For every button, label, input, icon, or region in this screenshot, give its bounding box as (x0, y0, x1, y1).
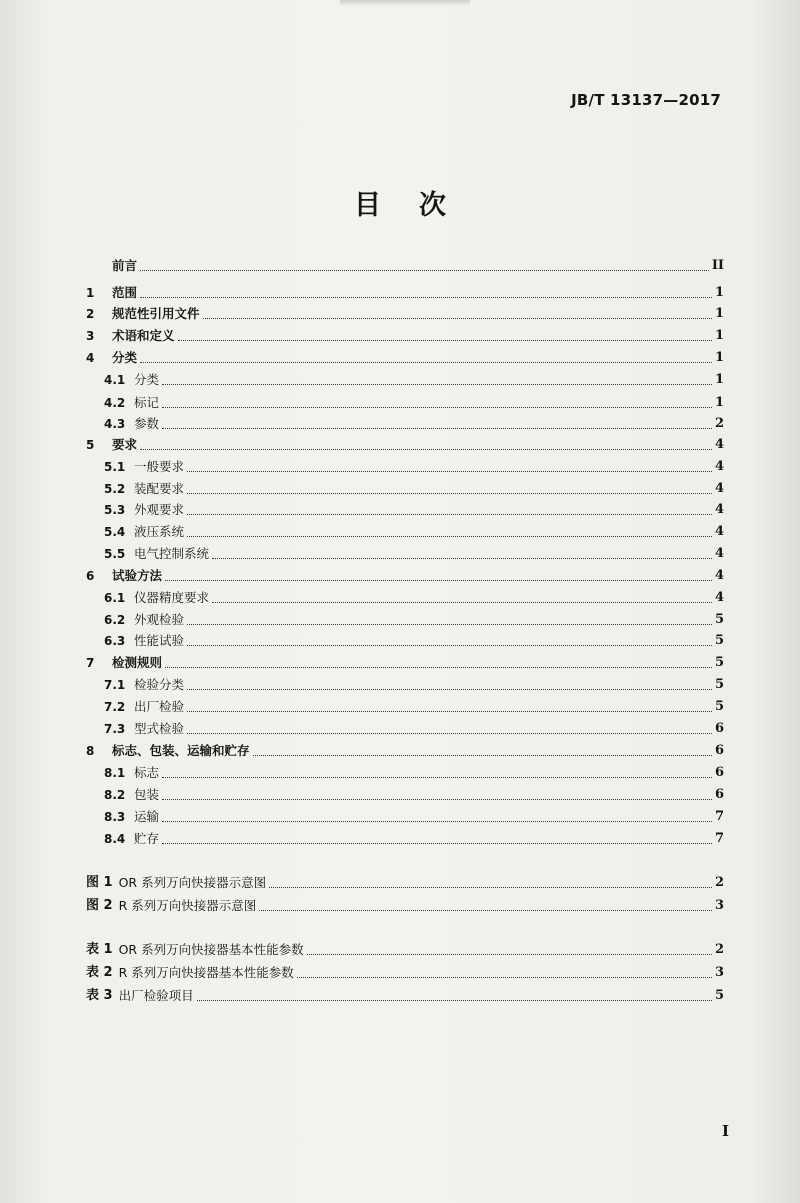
toc-entry[interactable] (86, 741, 724, 761)
entry-page-number: 5 (714, 633, 724, 648)
dot-leader (140, 448, 712, 450)
entry-title: 型式检验 (134, 721, 185, 736)
dot-leader (187, 710, 712, 712)
entry-number: 4.2 (104, 396, 126, 410)
entry-title: 运输 (134, 809, 160, 824)
list-entry[interactable] (86, 963, 724, 983)
entry-title: 性能试验 (134, 633, 185, 648)
entry-number: 7.2 (104, 700, 126, 714)
entry-page-number: 6 (714, 765, 724, 780)
toc-entry[interactable] (86, 304, 724, 324)
dot-leader (140, 269, 709, 271)
entry-number: 2 (86, 307, 95, 321)
dot-leader (162, 427, 712, 429)
dot-leader (187, 470, 712, 472)
entry-number: 6.1 (104, 591, 126, 605)
dot-leader (165, 579, 712, 581)
entry-number: 3 (86, 329, 95, 343)
entry-title: 出厂检验项目 (118, 988, 194, 1003)
dot-leader (162, 798, 712, 800)
document-code: JB/T 13137—2017 (571, 91, 721, 109)
list-entry[interactable] (86, 873, 724, 893)
toc-entry[interactable] (86, 566, 724, 586)
entry-page-number: 4 (714, 502, 724, 517)
entry-number: 8 (86, 744, 95, 758)
dot-leader (187, 688, 712, 690)
dot-leader (187, 623, 712, 625)
entry-page-number: 4 (714, 437, 724, 452)
entry-page-number: 2 (714, 942, 724, 957)
entry-number: 图 2 (86, 898, 113, 913)
entry-title: 标志、包装、运输和贮存 (112, 743, 250, 758)
toc-entry[interactable] (104, 719, 724, 739)
entry-number: 8.3 (104, 810, 126, 824)
dot-leader (212, 601, 712, 603)
entry-title: 参数 (134, 416, 160, 431)
toc-entry[interactable] (104, 631, 724, 651)
dot-leader (162, 842, 712, 844)
dot-leader (187, 513, 712, 515)
entry-number: 5.2 (104, 482, 126, 496)
entry-number: 1 (86, 286, 95, 300)
entry-title: 贮存 (134, 831, 160, 846)
entry-title: 液压系统 (134, 524, 185, 539)
entry-number: 7.1 (104, 678, 126, 692)
entry-title: OR 系列万向快接器示意图 (118, 875, 267, 890)
entry-page-number: 6 (714, 743, 724, 758)
entry-title: 分类 (112, 350, 138, 365)
dot-leader (162, 383, 712, 385)
toc-entry[interactable] (104, 393, 724, 413)
entry-title: 范围 (112, 285, 138, 300)
entry-page-number: 1 (714, 285, 724, 300)
toc-entry[interactable] (104, 675, 724, 695)
toc-entry[interactable] (104, 500, 724, 520)
entry-page-number: 2 (714, 875, 724, 890)
dot-leader (165, 666, 712, 668)
entry-number: 6.3 (104, 634, 126, 648)
entry-title: 术语和定义 (112, 328, 175, 343)
entry-number: 7 (86, 656, 95, 670)
entry-number: 图 1 (86, 875, 113, 890)
entry-page-number: 4 (714, 459, 724, 474)
dot-leader (187, 492, 712, 494)
entry-title: R 系列万向快接器基本性能参数 (118, 965, 294, 980)
toc-entry[interactable] (104, 807, 724, 827)
entry-page-number: 5 (714, 988, 724, 1003)
entry-page-number: 7 (714, 831, 724, 846)
entry-number: 5.1 (104, 460, 126, 474)
entry-page-number: 1 (714, 395, 724, 410)
dot-leader (197, 999, 712, 1001)
entry-number: 7.3 (104, 722, 126, 736)
toc-entry[interactable] (104, 522, 724, 542)
entry-title: 外观要求 (134, 502, 185, 517)
entry-number: 5.3 (104, 503, 126, 517)
entry-page-number: 3 (714, 898, 724, 913)
entry-title: 电气控制系统 (134, 546, 210, 561)
entry-page-number: 4 (714, 546, 724, 561)
dot-leader (187, 535, 712, 537)
entry-page-number: 3 (714, 965, 724, 980)
dot-leader (162, 820, 712, 822)
entry-title: 包装 (134, 787, 160, 802)
dot-leader (269, 886, 712, 888)
entry-page-number: 1 (714, 328, 724, 343)
entry-number: 6.2 (104, 613, 126, 627)
entry-page-number: 5 (714, 655, 724, 670)
toc-entry[interactable] (104, 479, 724, 499)
entry-number: 4.1 (104, 373, 126, 387)
dot-leader (162, 406, 712, 408)
entry-page-number: 2 (714, 416, 724, 431)
dot-leader (187, 732, 712, 734)
title-char-1: 目 (354, 190, 381, 221)
entry-page-number: 6 (714, 721, 724, 736)
entry-title: 检验分类 (134, 677, 185, 692)
list-entry[interactable] (86, 940, 724, 960)
entry-page-number: II (711, 258, 724, 273)
entry-number: 8.2 (104, 788, 126, 802)
entry-page-number: 1 (714, 350, 724, 365)
entry-number: 4 (86, 351, 95, 365)
toc-entry[interactable] (86, 256, 724, 276)
toc-entry[interactable] (104, 785, 724, 805)
entry-page-number: 5 (714, 699, 724, 714)
entry-number: 6 (86, 569, 95, 583)
list-entry[interactable] (86, 896, 724, 916)
entry-title: OR 系列万向快接器基本性能参数 (118, 942, 304, 957)
entry-number: 5.4 (104, 525, 126, 539)
dot-leader (178, 339, 712, 341)
dot-leader (297, 976, 712, 978)
entry-number: 表 1 (86, 942, 113, 957)
toc-entry[interactable] (104, 457, 724, 477)
entry-title: R 系列万向快接器示意图 (118, 898, 257, 913)
entry-title: 规范性引用文件 (112, 306, 200, 321)
entry-title: 仪器精度要求 (134, 590, 210, 605)
entry-page-number: 1 (714, 372, 724, 387)
page-folio: I (721, 1122, 729, 1140)
entry-number: 8.4 (104, 832, 126, 846)
toc-entry[interactable] (104, 588, 724, 608)
entry-title: 要求 (112, 437, 138, 452)
entry-title: 一般要求 (134, 459, 185, 474)
toc-entry[interactable] (104, 544, 724, 564)
entry-title: 检测规则 (112, 655, 163, 670)
dot-leader (187, 644, 712, 646)
toc-entry[interactable] (86, 435, 724, 455)
entry-title: 前言 (112, 258, 138, 273)
list-entry[interactable] (86, 986, 724, 1006)
dot-leader (307, 953, 712, 955)
entry-page-number: 7 (714, 809, 724, 824)
dot-leader (162, 776, 712, 778)
entry-title: 装配要求 (134, 481, 185, 496)
entry-number: 4.3 (104, 417, 126, 431)
entry-number: 8.1 (104, 766, 126, 780)
entry-number: 5.5 (104, 547, 126, 561)
toc-entry[interactable] (86, 326, 724, 346)
entry-page-number: 4 (714, 568, 724, 583)
entry-title: 试验方法 (112, 568, 163, 583)
dot-leader (140, 296, 712, 298)
toc-entry[interactable] (104, 370, 724, 390)
dot-leader (212, 557, 712, 559)
toc-entry[interactable] (104, 763, 724, 783)
entry-page-number: 4 (714, 481, 724, 496)
entry-page-number: 4 (714, 590, 724, 605)
toc-entry[interactable] (104, 829, 724, 849)
entry-title: 标记 (134, 395, 160, 410)
entry-number: 5 (86, 438, 95, 452)
toc-entry[interactable] (86, 653, 724, 673)
entry-page-number: 6 (714, 787, 724, 802)
toc-entry[interactable] (104, 610, 724, 630)
toc-entry[interactable] (86, 283, 724, 303)
dot-leader (203, 317, 712, 319)
dot-leader (140, 361, 712, 363)
title-char-2: 次 (419, 190, 446, 221)
entry-title: 标志 (134, 765, 160, 780)
entry-number: 表 3 (86, 988, 113, 1003)
entry-page-number: 4 (714, 524, 724, 539)
toc-entry[interactable] (86, 348, 724, 368)
toc-entry[interactable] (104, 697, 724, 717)
entry-title: 外观检验 (134, 612, 185, 627)
entry-title: 分类 (134, 372, 160, 387)
dot-leader (253, 754, 712, 756)
entry-page-number: 1 (714, 306, 724, 321)
dot-leader (259, 909, 712, 911)
toc-entry[interactable] (104, 414, 724, 434)
entry-page-number: 5 (714, 612, 724, 627)
entry-title: 出厂检验 (134, 699, 185, 714)
entry-page-number: 5 (714, 677, 724, 692)
entry-number: 表 2 (86, 965, 113, 980)
